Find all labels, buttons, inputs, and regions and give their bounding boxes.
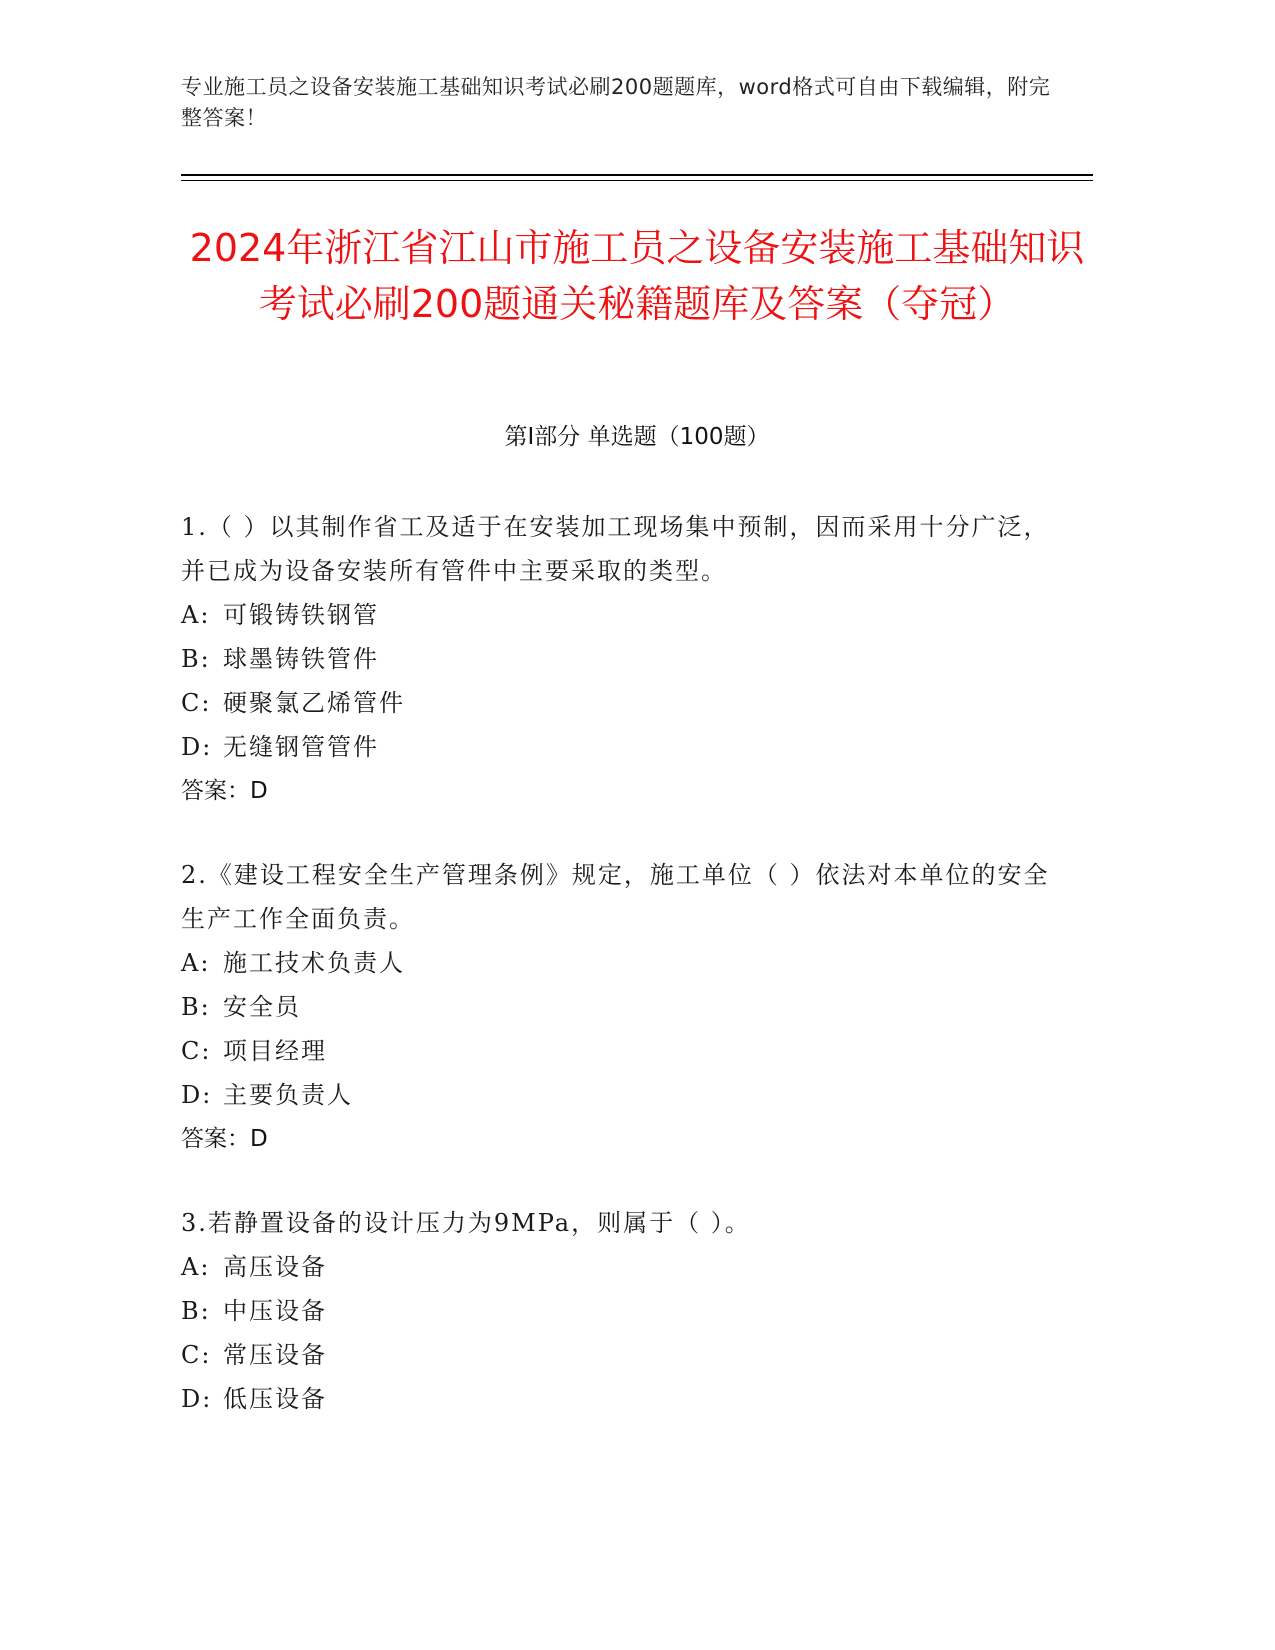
option-letter: C:	[181, 1037, 212, 1065]
question-3	[181, 1201, 1061, 1421]
option-letter: C:	[181, 1341, 212, 1369]
option-c	[181, 681, 1061, 725]
option-a	[181, 1245, 1061, 1289]
option-text: 中压设备	[223, 1297, 327, 1325]
option-letter: B:	[181, 645, 211, 673]
option-text: 施工技术负责人	[223, 949, 405, 977]
question-2	[181, 853, 1061, 1161]
question-list	[181, 505, 1061, 1421]
question-1	[181, 505, 1061, 813]
option-text: 低压设备	[223, 1385, 327, 1413]
option-letter: B:	[181, 1297, 211, 1325]
option-text: 项目经理	[223, 1037, 327, 1065]
option-text: 安全员	[223, 993, 301, 1021]
option-b	[181, 985, 1061, 1029]
option-letter: D:	[181, 1081, 213, 1109]
option-a	[181, 941, 1061, 985]
option-text: 可锻铸铁钢管	[223, 601, 379, 629]
option-letter: A:	[181, 601, 211, 629]
option-b	[181, 1289, 1061, 1333]
answer-line: 答案：D	[181, 1126, 268, 1152]
option-text: 高压设备	[223, 1253, 327, 1281]
option-letter: A:	[181, 1253, 211, 1281]
option-letter: A:	[181, 949, 211, 977]
option-letter: D:	[181, 1385, 213, 1413]
answer-line: 答案：D	[181, 778, 268, 804]
section-title: 第I部分 单选题（100题）	[504, 424, 770, 450]
option-c	[181, 1029, 1061, 1073]
option-text: 无缝钢管管件	[223, 733, 379, 761]
option-c	[181, 1333, 1061, 1377]
option-letter: C:	[181, 689, 212, 717]
option-letter: D:	[181, 733, 213, 761]
option-text: 常压设备	[223, 1341, 327, 1369]
header-rule-thin	[181, 180, 1093, 181]
option-text: 球墨铸铁管件	[223, 645, 379, 673]
option-d	[181, 725, 1061, 769]
question-stem: 1.（ ）以其制作省工及适于在安装加工现场集中预制，因而采用十分广泛，并已成为设备安装所有管件中主要采取的类型。	[181, 513, 1050, 585]
option-d	[181, 1377, 1061, 1421]
question-stem: 2.《建设工程安全生产管理条例》规定，施工单位（ ）依法对本单位的安全生产工作全面负责。	[181, 861, 1050, 933]
header-rule-thick	[181, 174, 1093, 176]
option-d	[181, 1073, 1061, 1117]
header-note: 专业施工员之设备安装施工基础知识考试必刷200题题库，word格式可自由下载编辑，附完整答案！	[181, 75, 1051, 130]
option-text: 硬聚氯乙烯管件	[223, 689, 405, 717]
question-spacer	[181, 813, 1061, 853]
option-b	[181, 637, 1061, 681]
option-a	[181, 593, 1061, 637]
document-title: 2024年浙江省江山市施工员之设备安装施工基础知识考试必刷200题通关秘籍题库及答案（夺冠）	[189, 226, 1085, 326]
question-spacer	[181, 1161, 1061, 1201]
option-letter: B:	[181, 993, 211, 1021]
option-text: 主要负责人	[223, 1081, 353, 1109]
question-stem: 3.若静置设备的设计压力为9MPa，则属于（ ）。	[181, 1209, 751, 1237]
